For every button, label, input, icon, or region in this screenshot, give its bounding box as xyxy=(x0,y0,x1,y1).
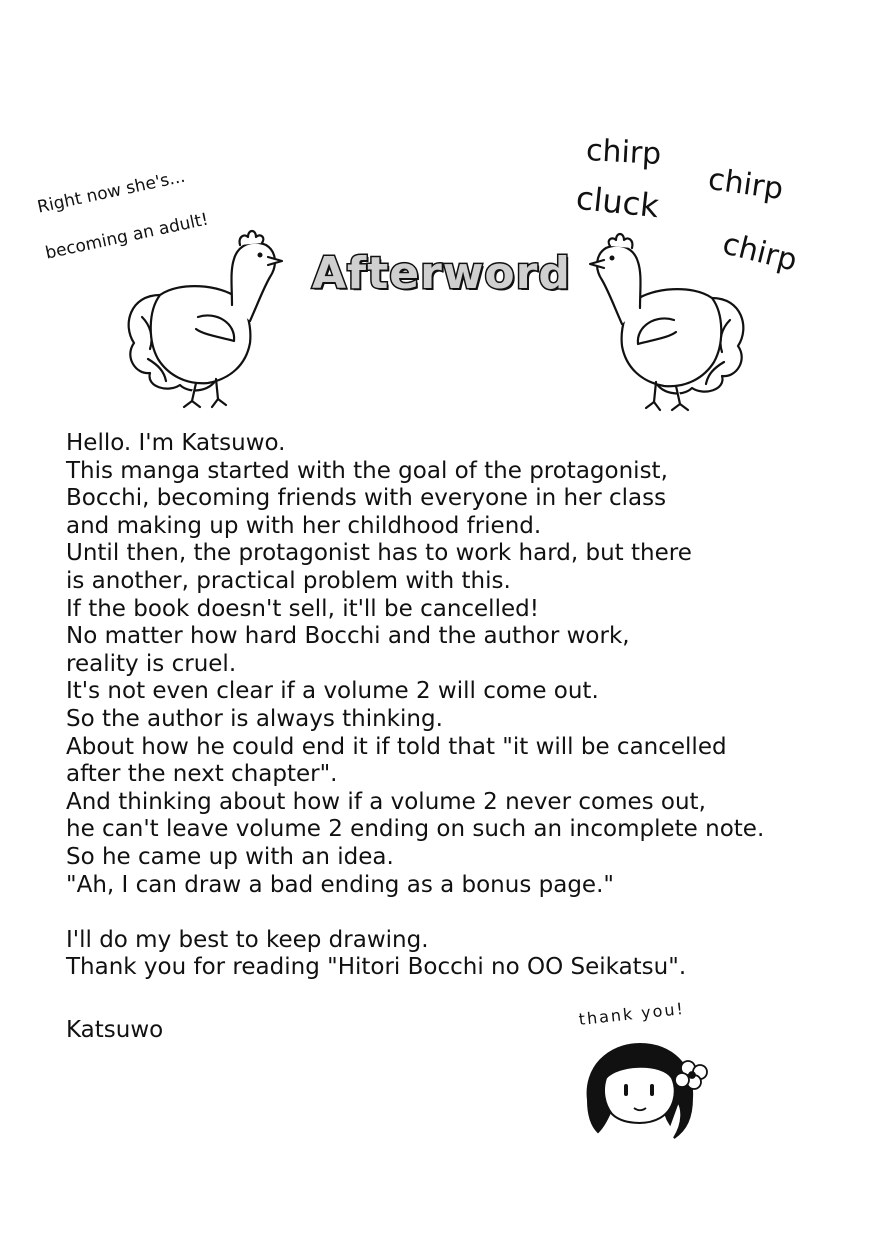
author-signature: Katsuwo xyxy=(66,1017,164,1043)
body-line: Bocchi, becoming friends with everyone in her class xyxy=(66,485,667,512)
body-line: And thinking about how if a volume 2 never comes out, xyxy=(66,788,706,815)
body-line: is another, practical problem with this. xyxy=(66,567,511,594)
sfx-chirp-2: chirp xyxy=(706,161,786,208)
body-line: he can't leave volume 2 ending on such an incomplete note. xyxy=(66,816,765,843)
body-line: No matter how hard Bocchi and the author work, xyxy=(66,623,630,650)
closing-line: Thank you for reading "Hitori Bocchi no OO Seikatsu". xyxy=(66,954,687,981)
body-line: Hello. I'm Katsuwo. xyxy=(66,430,286,456)
body-line: If the book doesn't sell, it'll be cancelled! xyxy=(66,595,539,622)
body-line: reality is cruel. xyxy=(66,650,237,677)
page-title: Afterword xyxy=(312,248,571,299)
closing-line: I'll do my best to keep drawing. xyxy=(66,926,429,953)
paragraph-gap xyxy=(66,899,846,927)
sfx-cluck: cluck xyxy=(574,178,661,226)
body-line: Until then, the protagonist has to work hard, but there xyxy=(66,540,692,567)
body-line: So he came up with an idea. xyxy=(66,843,394,870)
body-line: and making up with her childhood friend. xyxy=(66,512,542,539)
left-chicken-illustration xyxy=(120,225,290,415)
sfx-chirp-3: chirp xyxy=(719,226,801,279)
body-line: So the author is always thinking. xyxy=(66,705,443,732)
afterword-body xyxy=(66,430,846,982)
body-line: It's not even clear if a volume 2 will come out. xyxy=(66,678,599,705)
body-line: This manga started with the goal of the protagonist, xyxy=(66,457,668,484)
sfx-chirp-1: chirp xyxy=(585,133,663,172)
body-line: About how he could end it if told that "it will be cancelled xyxy=(66,733,727,760)
right-chicken-illustration xyxy=(582,232,752,422)
left-caption-line-1: Right now she's... xyxy=(35,166,187,218)
bocchi-face-doodle xyxy=(578,1038,718,1148)
left-caption-line-2: becoming an adult! xyxy=(43,209,211,264)
body-line: "Ah, I can draw a bad ending as a bonus page." xyxy=(66,871,614,898)
thank-you-caption: thank you! xyxy=(577,998,686,1029)
body-line: after the next chapter". xyxy=(66,761,338,788)
